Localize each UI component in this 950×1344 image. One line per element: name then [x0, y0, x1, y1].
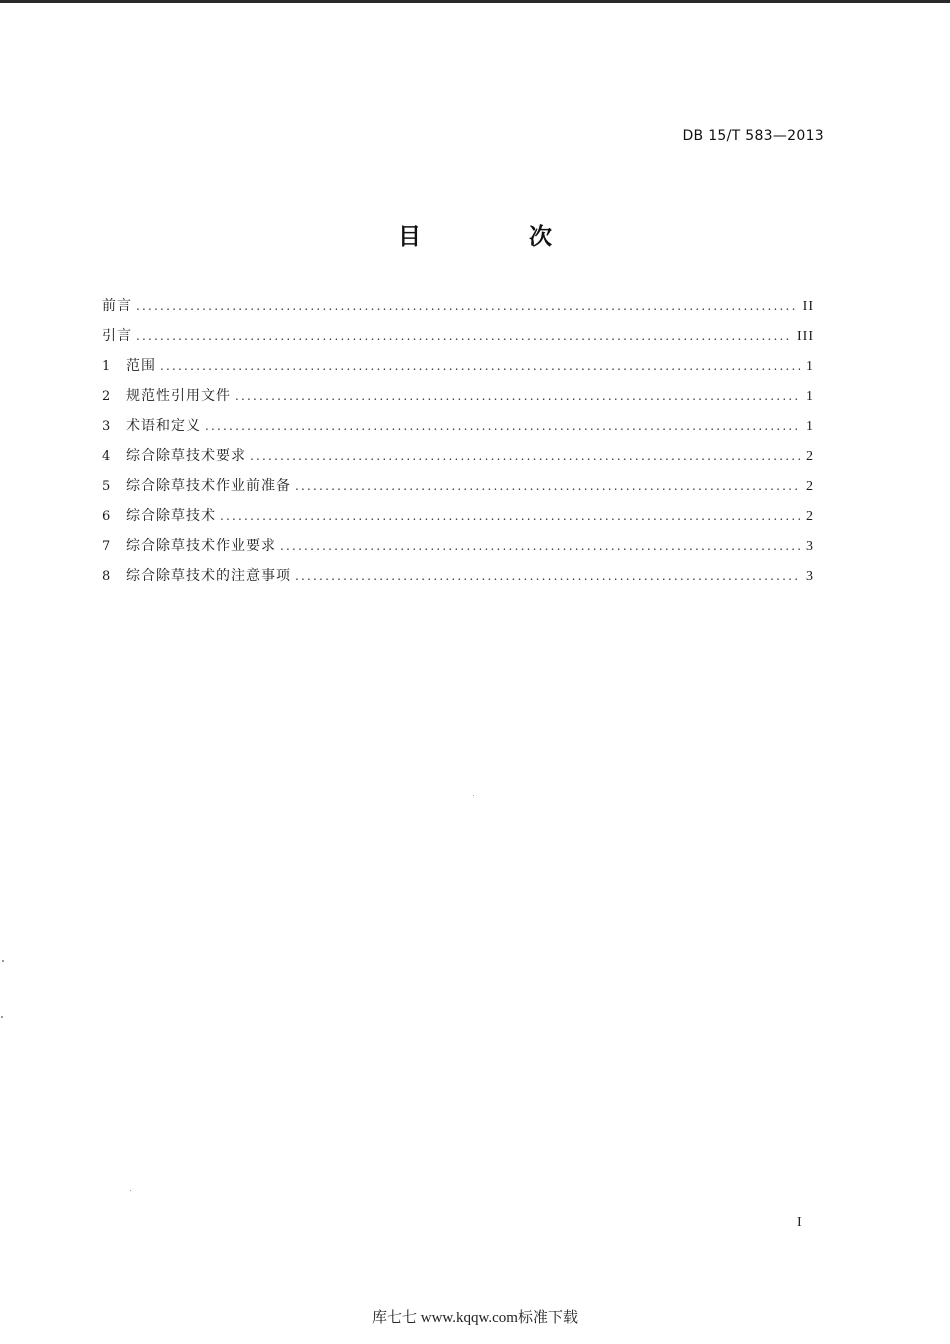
toc-leader-dots: [136, 321, 791, 351]
toc-entry-page: 1: [806, 389, 814, 404]
toc-leader-dots: [280, 531, 800, 561]
toc-entry-normative-references[interactable]: [102, 381, 814, 411]
toc-leader-dots: [250, 441, 800, 471]
toc-entry-label: 综合除草技术要求: [126, 448, 246, 464]
toc-entry-page: 1: [806, 419, 814, 434]
toc-entry-number: 2: [102, 389, 111, 404]
page-number: I: [797, 1215, 802, 1230]
toc-entry-page: 1: [806, 359, 814, 374]
toc-leader-dots: [160, 351, 800, 381]
toc-entry-label: 规范性引用文件: [126, 388, 231, 404]
toc-entry-introduction[interactable]: [102, 321, 814, 351]
toc-entry-label: 综合除草技术的注意事项: [126, 568, 291, 584]
toc-entry-number: 8: [102, 569, 111, 584]
toc-entry-number: 5: [102, 479, 111, 494]
toc-entry-foreword[interactable]: [102, 291, 814, 321]
document-code: DB 15/T 583—2013: [682, 128, 824, 144]
toc-entry-label: 范围: [126, 358, 156, 374]
toc-leader-dots: [136, 291, 797, 321]
toc-entry-requirements[interactable]: [102, 441, 814, 471]
page-title: 目 次: [397, 224, 602, 250]
toc-entry-operation-requirements[interactable]: [102, 531, 814, 561]
toc-entry-page: 3: [806, 539, 814, 554]
toc-entry-label: 综合除草技术: [126, 508, 216, 524]
toc-entry-page: 2: [806, 509, 814, 524]
toc-entry-precautions[interactable]: [102, 561, 814, 591]
toc-leader-dots: [235, 381, 800, 411]
scan-speck: [1, 1016, 3, 1018]
top-border-line: [0, 0, 950, 3]
toc-leader-dots: [220, 501, 800, 531]
footer-watermark: 库七七 www.kqqw.com标准下载: [372, 1310, 578, 1326]
toc-entry-page: II: [802, 299, 814, 314]
toc-entry-page: 2: [806, 449, 814, 464]
toc-entry-label: 术语和定义: [126, 418, 201, 434]
scan-speck: [130, 1190, 131, 1191]
toc-entry-number: 7: [102, 539, 111, 554]
toc-entry-number: 3: [102, 419, 111, 434]
toc-leader-dots: [295, 471, 800, 501]
table-of-contents: [102, 291, 814, 591]
scan-speck: [2, 960, 4, 962]
toc-entry-label: 前言: [102, 298, 132, 314]
toc-entry-number: 1: [102, 359, 111, 374]
toc-entry-terms-definitions[interactable]: [102, 411, 814, 441]
toc-entry-scope[interactable]: [102, 351, 814, 381]
toc-entry-page: 2: [806, 479, 814, 494]
toc-entry-label: 综合除草技术作业前准备: [126, 478, 291, 494]
toc-entry-page: III: [797, 329, 814, 344]
toc-leader-dots: [205, 411, 800, 441]
toc-entry-label: 综合除草技术作业要求: [126, 538, 276, 554]
toc-entry-page: 3: [806, 569, 814, 584]
toc-entry-number: 6: [102, 509, 111, 524]
toc-entry-label: 引言: [102, 328, 132, 344]
toc-leader-dots: [295, 561, 800, 591]
toc-entry-technique[interactable]: [102, 501, 814, 531]
scan-speck: [473, 795, 474, 796]
toc-entry-preparation[interactable]: [102, 471, 814, 501]
toc-entry-number: 4: [102, 449, 111, 464]
